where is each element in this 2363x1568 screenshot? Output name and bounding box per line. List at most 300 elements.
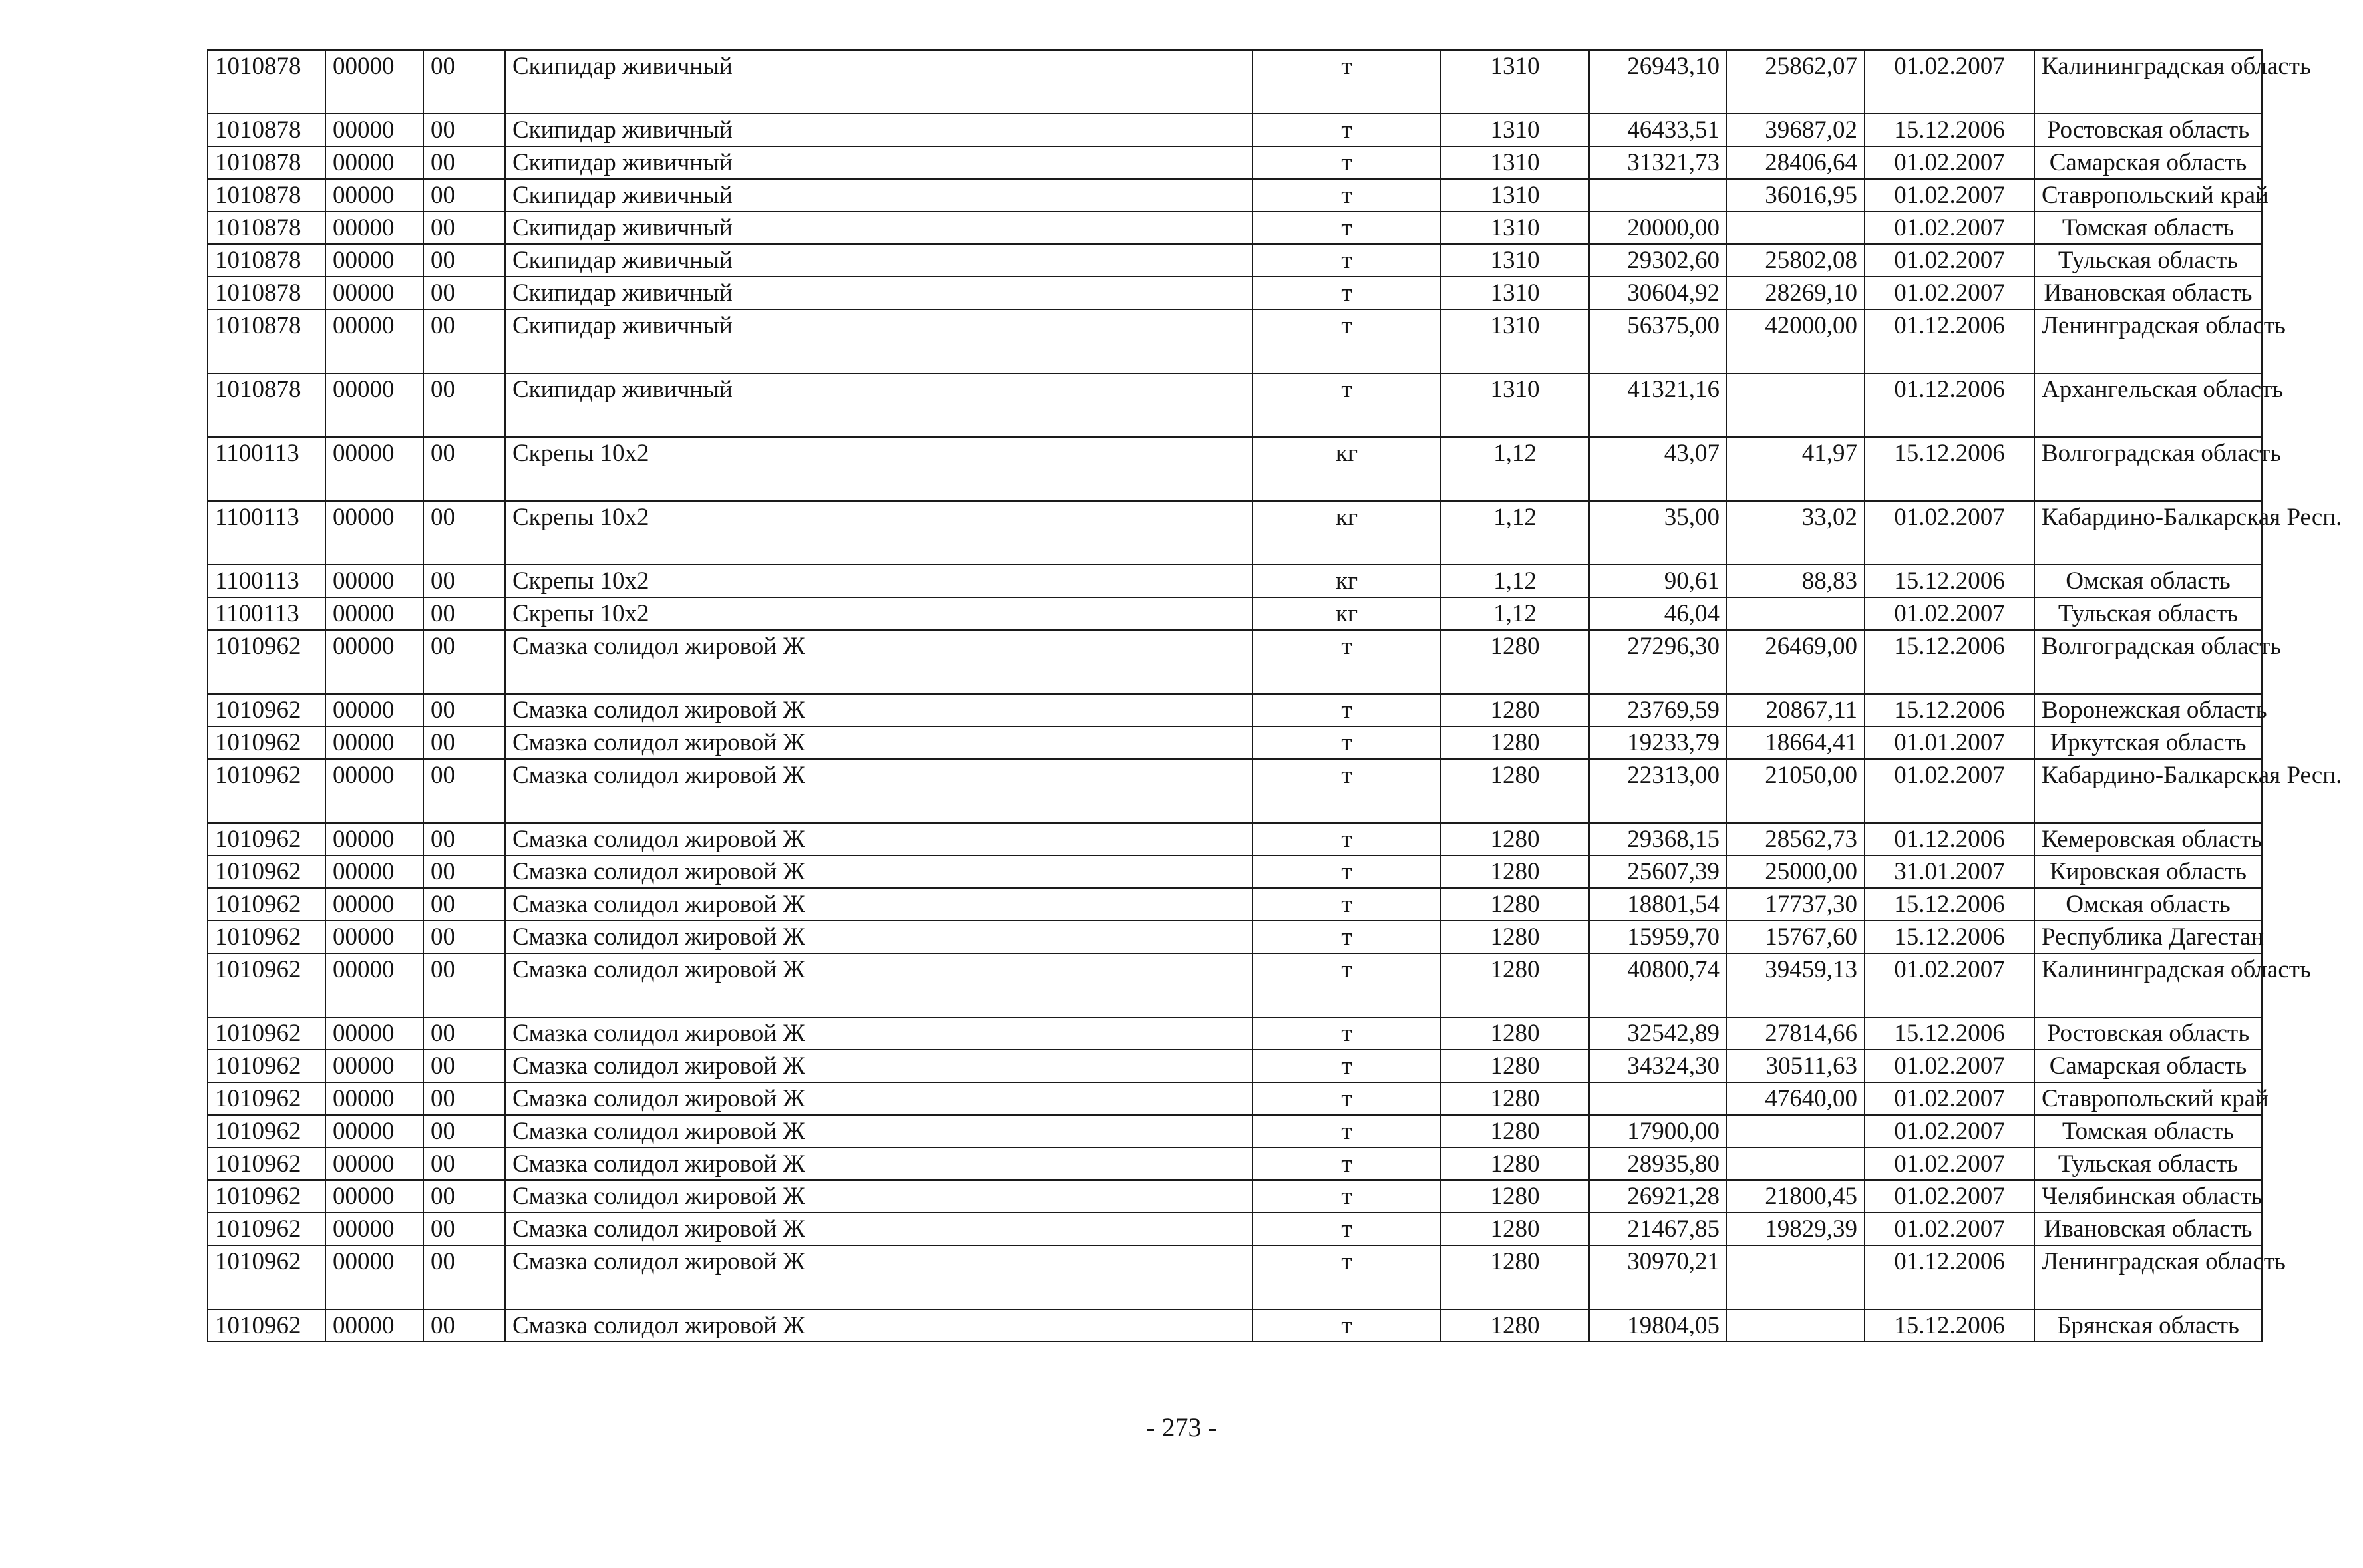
base-value-cell: 1280: [1441, 759, 1589, 823]
base-value-cell: 1280: [1441, 1245, 1589, 1309]
index-cell: 00: [423, 1148, 505, 1180]
code-cell: 1010962: [208, 759, 325, 823]
region-cell: Волгоградская область: [2034, 630, 2262, 694]
date-cell: 15.12.2006: [1865, 565, 2034, 597]
table-row: [208, 597, 2262, 630]
price-2-cell: 36016,95: [1727, 179, 1865, 212]
product-name-cell: Скипидар живичный: [505, 179, 1252, 212]
table-row: [208, 1309, 2262, 1342]
unit-cell: т: [1252, 953, 1441, 1017]
code-cell: 1010878: [208, 373, 325, 437]
date-cell: 01.02.2007: [1865, 759, 2034, 823]
price-1-cell: 30604,92: [1589, 277, 1727, 309]
table-row: [208, 823, 2262, 856]
unit-cell: т: [1252, 921, 1441, 953]
code-cell: 1010962: [208, 1115, 325, 1148]
region-cell: Ленинградская область: [2034, 1245, 2262, 1309]
price-1-cell: [1589, 1082, 1727, 1115]
product-name-cell: Скипидар живичный: [505, 373, 1252, 437]
index-cell: 00: [423, 759, 505, 823]
base-value-cell: 1,12: [1441, 437, 1589, 501]
date-cell: 01.02.2007: [1865, 146, 2034, 179]
product-name-cell: Скрепы 10х2: [505, 501, 1252, 565]
unit-cell: т: [1252, 823, 1441, 856]
code-cell: 1010962: [208, 694, 325, 726]
table-row: [208, 146, 2262, 179]
table-row: [208, 1180, 2262, 1213]
price-2-cell: 19829,39: [1727, 1213, 1865, 1245]
price-2-cell: 20867,11: [1727, 694, 1865, 726]
base-value-cell: 1280: [1441, 1180, 1589, 1213]
date-cell: 01.12.2006: [1865, 823, 2034, 856]
price-1-cell: 23769,59: [1589, 694, 1727, 726]
table-row: [208, 1213, 2262, 1245]
price-1-cell: 46,04: [1589, 597, 1727, 630]
code-cell: 1010962: [208, 1180, 325, 1213]
unit-cell: т: [1252, 373, 1441, 437]
date-cell: 15.12.2006: [1865, 921, 2034, 953]
index-cell: 00: [423, 726, 505, 759]
unit-cell: т: [1252, 179, 1441, 212]
subcode-cell: 00000: [325, 50, 423, 114]
base-value-cell: 1,12: [1441, 597, 1589, 630]
price-2-cell: [1727, 373, 1865, 437]
index-cell: 00: [423, 565, 505, 597]
region-cell: Ивановская область: [2034, 1213, 2262, 1245]
base-value-cell: 1280: [1441, 726, 1589, 759]
table-row: [208, 888, 2262, 921]
code-cell: 1010962: [208, 921, 325, 953]
date-cell: 01.02.2007: [1865, 1148, 2034, 1180]
index-cell: 00: [423, 179, 505, 212]
subcode-cell: 00000: [325, 888, 423, 921]
product-name-cell: Скипидар живичный: [505, 212, 1252, 244]
region-cell: Воронежская область: [2034, 694, 2262, 726]
index-cell: 00: [423, 888, 505, 921]
table-row: [208, 501, 2262, 565]
subcode-cell: 00000: [325, 114, 423, 146]
code-cell: 1010962: [208, 1245, 325, 1309]
index-cell: 00: [423, 50, 505, 114]
subcode-cell: 00000: [325, 212, 423, 244]
base-value-cell: 1310: [1441, 114, 1589, 146]
date-cell: 15.12.2006: [1865, 1309, 2034, 1342]
subcode-cell: 00000: [325, 437, 423, 501]
price-2-cell: 47640,00: [1727, 1082, 1865, 1115]
product-name-cell: Смазка солидол жировой Ж: [505, 694, 1252, 726]
price-1-cell: [1589, 179, 1727, 212]
index-cell: 00: [423, 953, 505, 1017]
price-2-cell: [1727, 1309, 1865, 1342]
region-cell: Кировская область: [2034, 856, 2262, 888]
date-cell: 01.02.2007: [1865, 277, 2034, 309]
index-cell: 00: [423, 277, 505, 309]
date-cell: 01.02.2007: [1865, 1050, 2034, 1082]
price-2-cell: 25000,00: [1727, 856, 1865, 888]
price-1-cell: 19233,79: [1589, 726, 1727, 759]
subcode-cell: 00000: [325, 277, 423, 309]
product-name-cell: Смазка солидол жировой Ж: [505, 1115, 1252, 1148]
product-name-cell: Скрепы 10х2: [505, 437, 1252, 501]
date-cell: 01.02.2007: [1865, 50, 2034, 114]
base-value-cell: 1280: [1441, 694, 1589, 726]
base-value-cell: 1280: [1441, 856, 1589, 888]
index-cell: 00: [423, 1050, 505, 1082]
price-1-cell: 29368,15: [1589, 823, 1727, 856]
unit-cell: кг: [1252, 437, 1441, 501]
region-cell: Калининградская область: [2034, 953, 2262, 1017]
price-1-cell: 31321,73: [1589, 146, 1727, 179]
region-cell: Ростовская область: [2034, 114, 2262, 146]
index-cell: 00: [423, 1180, 505, 1213]
code-cell: 1100113: [208, 597, 325, 630]
table-row: [208, 1050, 2262, 1082]
code-cell: 1010962: [208, 1213, 325, 1245]
region-cell: Самарская область: [2034, 1050, 2262, 1082]
code-cell: 1010962: [208, 823, 325, 856]
product-name-cell: Скипидар живичный: [505, 114, 1252, 146]
table-row: [208, 953, 2262, 1017]
index-cell: 00: [423, 114, 505, 146]
subcode-cell: 00000: [325, 179, 423, 212]
region-cell: Ростовская область: [2034, 1017, 2262, 1050]
table-row: [208, 726, 2262, 759]
price-2-cell: 18664,41: [1727, 726, 1865, 759]
date-cell: 01.02.2007: [1865, 1180, 2034, 1213]
price-2-cell: 25862,07: [1727, 50, 1865, 114]
region-cell: Республика Дагестан: [2034, 921, 2262, 953]
index-cell: 00: [423, 309, 505, 373]
date-cell: 15.12.2006: [1865, 437, 2034, 501]
region-cell: Калининградская область: [2034, 50, 2262, 114]
base-value-cell: 1310: [1441, 373, 1589, 437]
region-cell: Волгоградская область: [2034, 437, 2262, 501]
date-cell: 15.12.2006: [1865, 630, 2034, 694]
index-cell: 00: [423, 630, 505, 694]
price-2-cell: 30511,63: [1727, 1050, 1865, 1082]
price-1-cell: 17900,00: [1589, 1115, 1727, 1148]
price-1-cell: 26943,10: [1589, 50, 1727, 114]
region-cell: Тульская область: [2034, 597, 2262, 630]
product-name-cell: Скипидар живичный: [505, 50, 1252, 114]
date-cell: 15.12.2006: [1865, 114, 2034, 146]
date-cell: 31.01.2007: [1865, 856, 2034, 888]
unit-cell: т: [1252, 1115, 1441, 1148]
subcode-cell: 00000: [325, 373, 423, 437]
code-cell: 1010878: [208, 50, 325, 114]
subcode-cell: 00000: [325, 244, 423, 277]
product-name-cell: Скипидар живичный: [505, 277, 1252, 309]
subcode-cell: 00000: [325, 1017, 423, 1050]
price-table: [207, 49, 2342, 1342]
subcode-cell: 00000: [325, 1213, 423, 1245]
product-name-cell: Смазка солидол жировой Ж: [505, 1050, 1252, 1082]
code-cell: 1010878: [208, 309, 325, 373]
date-cell: 01.12.2006: [1865, 1245, 2034, 1309]
date-cell: 01.02.2007: [1865, 597, 2034, 630]
unit-cell: т: [1252, 694, 1441, 726]
date-cell: 01.01.2007: [1865, 726, 2034, 759]
price-2-cell: 88,83: [1727, 565, 1865, 597]
price-1-cell: 29302,60: [1589, 244, 1727, 277]
product-name-cell: Скрепы 10х2: [505, 565, 1252, 597]
product-name-cell: Смазка солидол жировой Ж: [505, 953, 1252, 1017]
code-cell: 1010962: [208, 726, 325, 759]
date-cell: 01.12.2006: [1865, 373, 2034, 437]
price-2-cell: [1727, 597, 1865, 630]
table-row: [208, 309, 2262, 373]
region-cell: Ивановская область: [2034, 277, 2262, 309]
date-cell: 01.02.2007: [1865, 953, 2034, 1017]
unit-cell: т: [1252, 1050, 1441, 1082]
price-1-cell: 15959,70: [1589, 921, 1727, 953]
unit-cell: т: [1252, 146, 1441, 179]
region-cell: Тульская область: [2034, 1148, 2262, 1180]
region-cell: Омская область: [2034, 888, 2262, 921]
region-cell: Ставропольский край: [2034, 179, 2262, 212]
price-2-cell: 39459,13: [1727, 953, 1865, 1017]
unit-cell: т: [1252, 50, 1441, 114]
unit-cell: кг: [1252, 565, 1441, 597]
table-row: [208, 212, 2262, 244]
unit-cell: т: [1252, 309, 1441, 373]
index-cell: 00: [423, 1245, 505, 1309]
price-1-cell: 18801,54: [1589, 888, 1727, 921]
table-row: [208, 1148, 2262, 1180]
price-2-cell: 28406,64: [1727, 146, 1865, 179]
price-1-cell: 25607,39: [1589, 856, 1727, 888]
code-cell: 1010962: [208, 1050, 325, 1082]
code-cell: 1010878: [208, 146, 325, 179]
price-1-cell: 19804,05: [1589, 1309, 1727, 1342]
price-2-cell: 28562,73: [1727, 823, 1865, 856]
code-cell: 1100113: [208, 437, 325, 501]
table-row: [208, 1082, 2262, 1115]
price-2-cell: 28269,10: [1727, 277, 1865, 309]
table-row: [208, 921, 2262, 953]
region-cell: Кабардино-Балкарская Респ.: [2034, 501, 2262, 565]
product-name-cell: Смазка солидол жировой Ж: [505, 1082, 1252, 1115]
subcode-cell: 00000: [325, 597, 423, 630]
product-name-cell: Смазка солидол жировой Ж: [505, 1017, 1252, 1050]
unit-cell: т: [1252, 1180, 1441, 1213]
table-row: [208, 179, 2262, 212]
index-cell: 00: [423, 501, 505, 565]
region-cell: Ленинградская область: [2034, 309, 2262, 373]
date-cell: 01.02.2007: [1865, 212, 2034, 244]
price-2-cell: [1727, 1245, 1865, 1309]
region-cell: Ставропольский край: [2034, 1082, 2262, 1115]
date-cell: 01.02.2007: [1865, 1082, 2034, 1115]
index-cell: 00: [423, 1309, 505, 1342]
base-value-cell: 1310: [1441, 212, 1589, 244]
base-value-cell: 1280: [1441, 823, 1589, 856]
subcode-cell: 00000: [325, 1245, 423, 1309]
code-cell: 1010878: [208, 179, 325, 212]
region-cell: Архангельская область: [2034, 373, 2262, 437]
unit-cell: т: [1252, 1245, 1441, 1309]
code-cell: 1100113: [208, 501, 325, 565]
code-cell: 1010962: [208, 1309, 325, 1342]
price-2-cell: 42000,00: [1727, 309, 1865, 373]
product-name-cell: Смазка солидол жировой Ж: [505, 823, 1252, 856]
product-name-cell: Скрепы 10х2: [505, 597, 1252, 630]
product-name-cell: Смазка солидол жировой Ж: [505, 856, 1252, 888]
unit-cell: т: [1252, 212, 1441, 244]
code-cell: 1100113: [208, 565, 325, 597]
subcode-cell: 00000: [325, 1148, 423, 1180]
region-cell: Омская область: [2034, 565, 2262, 597]
subcode-cell: 00000: [325, 630, 423, 694]
date-cell: 15.12.2006: [1865, 694, 2034, 726]
price-1-cell: 32542,89: [1589, 1017, 1727, 1050]
base-value-cell: 1310: [1441, 244, 1589, 277]
code-cell: 1010962: [208, 630, 325, 694]
base-value-cell: 1280: [1441, 1050, 1589, 1082]
unit-cell: т: [1252, 856, 1441, 888]
code-cell: 1010962: [208, 1148, 325, 1180]
index-cell: 00: [423, 244, 505, 277]
subcode-cell: 00000: [325, 921, 423, 953]
table-row: [208, 1115, 2262, 1148]
price-1-cell: 21467,85: [1589, 1213, 1727, 1245]
price-2-cell: 41,97: [1727, 437, 1865, 501]
region-cell: Челябинская область: [2034, 1180, 2262, 1213]
table-row: [208, 694, 2262, 726]
unit-cell: т: [1252, 277, 1441, 309]
table-row: [208, 565, 2262, 597]
price-1-cell: 34324,30: [1589, 1050, 1727, 1082]
index-cell: 00: [423, 437, 505, 501]
region-cell: Тульская область: [2034, 244, 2262, 277]
index-cell: 00: [423, 1017, 505, 1050]
date-cell: 01.02.2007: [1865, 1213, 2034, 1245]
price-2-cell: 25802,08: [1727, 244, 1865, 277]
index-cell: 00: [423, 1082, 505, 1115]
date-cell: 15.12.2006: [1865, 888, 2034, 921]
base-value-cell: 1280: [1441, 1017, 1589, 1050]
subcode-cell: 00000: [325, 1115, 423, 1148]
base-value-cell: 1310: [1441, 277, 1589, 309]
price-2-cell: 17737,30: [1727, 888, 1865, 921]
product-name-cell: Смазка солидол жировой Ж: [505, 726, 1252, 759]
date-cell: 15.12.2006: [1865, 1017, 2034, 1050]
index-cell: 00: [423, 694, 505, 726]
code-cell: 1010878: [208, 114, 325, 146]
table-row: [208, 50, 2262, 114]
subcode-cell: 00000: [325, 856, 423, 888]
price-1-cell: 43,07: [1589, 437, 1727, 501]
base-value-cell: 1280: [1441, 1115, 1589, 1148]
code-cell: 1010962: [208, 1082, 325, 1115]
product-name-cell: Смазка солидол жировой Ж: [505, 630, 1252, 694]
subcode-cell: 00000: [325, 694, 423, 726]
subcode-cell: 00000: [325, 953, 423, 1017]
subcode-cell: 00000: [325, 759, 423, 823]
price-1-cell: 46433,51: [1589, 114, 1727, 146]
region-cell: Самарская область: [2034, 146, 2262, 179]
page-number: - 273 -: [1146, 1412, 1217, 1442]
date-cell: 01.02.2007: [1865, 1115, 2034, 1148]
table-row: [208, 1017, 2262, 1050]
index-cell: 00: [423, 921, 505, 953]
base-value-cell: 1310: [1441, 309, 1589, 373]
base-value-cell: 1,12: [1441, 565, 1589, 597]
product-name-cell: Смазка солидол жировой Ж: [505, 1245, 1252, 1309]
product-name-cell: Скипидар живичный: [505, 309, 1252, 373]
region-cell: Кабардино-Балкарская Респ.: [2034, 759, 2262, 823]
table-row: [208, 1245, 2262, 1309]
price-1-cell: 90,61: [1589, 565, 1727, 597]
unit-cell: т: [1252, 726, 1441, 759]
table-row: [208, 373, 2262, 437]
index-cell: 00: [423, 1115, 505, 1148]
product-name-cell: Смазка солидол жировой Ж: [505, 921, 1252, 953]
price-2-cell: 21800,45: [1727, 1180, 1865, 1213]
base-value-cell: 1280: [1441, 1082, 1589, 1115]
table-row: [208, 630, 2262, 694]
price-1-cell: 28935,80: [1589, 1148, 1727, 1180]
subcode-cell: 00000: [325, 146, 423, 179]
price-2-cell: [1727, 1115, 1865, 1148]
subcode-cell: 00000: [325, 1082, 423, 1115]
unit-cell: т: [1252, 1082, 1441, 1115]
price-1-cell: 26921,28: [1589, 1180, 1727, 1213]
subcode-cell: 00000: [325, 1050, 423, 1082]
base-value-cell: 1280: [1441, 888, 1589, 921]
table-row: [208, 114, 2262, 146]
table-row: [208, 437, 2262, 501]
base-value-cell: 1310: [1441, 50, 1589, 114]
subcode-cell: 00000: [325, 565, 423, 597]
code-cell: 1010962: [208, 953, 325, 1017]
table-row: [208, 759, 2262, 823]
unit-cell: т: [1252, 1017, 1441, 1050]
region-cell: Кемеровская область: [2034, 823, 2262, 856]
index-cell: 00: [423, 146, 505, 179]
region-cell: Брянская область: [2034, 1309, 2262, 1342]
code-cell: 1010878: [208, 277, 325, 309]
region-cell: Томская область: [2034, 212, 2262, 244]
base-value-cell: 1280: [1441, 630, 1589, 694]
price-1-cell: 41321,16: [1589, 373, 1727, 437]
base-value-cell: 1280: [1441, 1148, 1589, 1180]
price-1-cell: 56375,00: [1589, 309, 1727, 373]
unit-cell: кг: [1252, 501, 1441, 565]
index-cell: 00: [423, 856, 505, 888]
price-1-cell: 40800,74: [1589, 953, 1727, 1017]
unit-cell: т: [1252, 1213, 1441, 1245]
base-value-cell: 1310: [1441, 179, 1589, 212]
region-cell: Иркутская область: [2034, 726, 2262, 759]
table-row: [208, 856, 2262, 888]
base-value-cell: 1280: [1441, 921, 1589, 953]
subcode-cell: 00000: [325, 1180, 423, 1213]
region-cell: Томская область: [2034, 1115, 2262, 1148]
table-row: [208, 244, 2262, 277]
date-cell: 01.02.2007: [1865, 244, 2034, 277]
unit-cell: т: [1252, 1148, 1441, 1180]
date-cell: 01.02.2007: [1865, 501, 2034, 565]
code-cell: 1010962: [208, 856, 325, 888]
unit-cell: т: [1252, 888, 1441, 921]
price-2-cell: 15767,60: [1727, 921, 1865, 953]
subcode-cell: 00000: [325, 823, 423, 856]
product-name-cell: Смазка солидол жировой Ж: [505, 1213, 1252, 1245]
code-cell: 1010962: [208, 888, 325, 921]
price-2-cell: 33,02: [1727, 501, 1865, 565]
unit-cell: т: [1252, 1309, 1441, 1342]
